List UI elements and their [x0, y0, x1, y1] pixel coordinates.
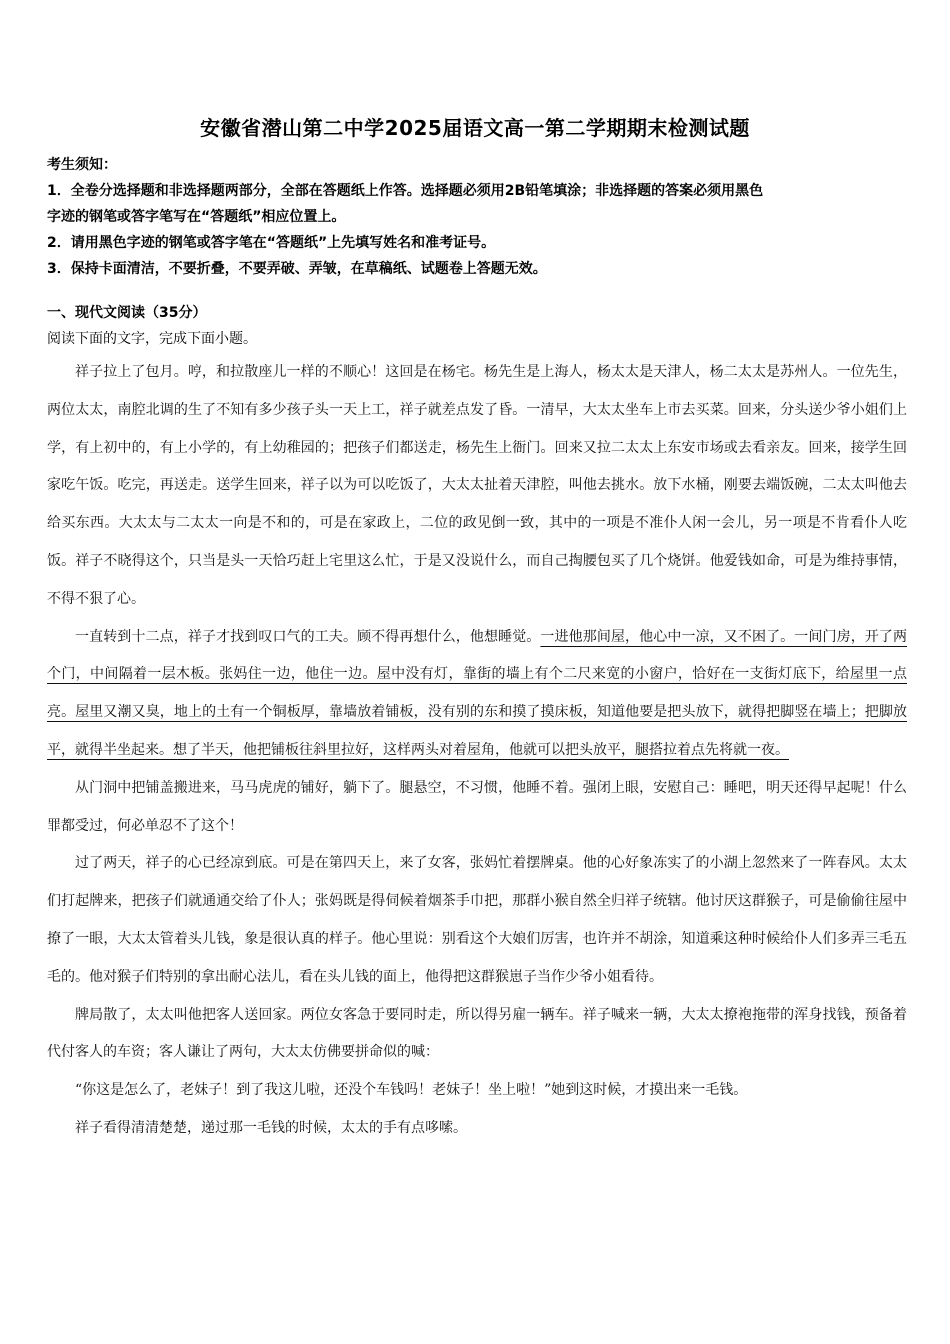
passage-paragraph: 牌局散了，太太叫他把客人送回家。两位女客急于要同时走，所以得另雇一辆车。祥子喊来一辆，大太太撩袍拖带的浑身找钱，预备着代付客人的车资；客人谦让了两句，大太太仿佛要拼命似的喊：: [47, 1006, 907, 1061]
notice-heading: 考生须知：: [47, 157, 117, 173]
notice-item: 3．保持卡面清洁，不要折叠，不要弄破、弄皱，在草稿纸、试题卷上答题无效。: [47, 261, 547, 277]
passage-paragraph: 祥子拉上了包月。哼，和拉散座儿一样的不顺心！这回是在杨宅。杨先生是上海人，杨太太是天津人，杨二太太是苏州人。一位先生，两位太太，南腔北调的生了不知有多少孩子头一天上工，祥子就差点发了昏。一清早，大太太坐车上市去买菜。回来，分头送少爷小姐们上学，有上初中的，有上小学的，有上幼稚园的；把孩子们都送走，杨先生上衙门。回来又拉二太太上东安市场或去看亲友。回来，接学生回家吃午饭。吃完，再送走。送学生回来，祥子以为可以吃饭了，大太太扯着天津腔，叫他去挑水。放下水桶，刚要去端饭碗，二太太叫他去给买东西。大太太与二太太一向是不和的，可是在家政上，二位的政见倒一致，其中的一项是不准仆人闲一会儿，另一项是不肯看仆人吃饭。祥子不晓得这个，只当是头一天恰巧赶上宅里这么忙，于是又没说什么，而自己掏腰包买了几个烧饼。他爱钱如命，可是为维持事情，不得不狠了心。: [47, 364, 907, 607]
passage-paragraph: “你这是怎么了，老妹子！到了我这儿啦，还没个车钱吗！老妹子！坐上啦！”她到这时候，才摸出来一毛钱。: [75, 1082, 748, 1099]
passage-text: 一直转到十二点，祥子才找到叹口气的工夫。顾不得再想什么，他想睡觉。: [75, 628, 541, 645]
candidate-notice: [47, 152, 907, 282]
passage-paragraph: 过了两天，祥子的心已经凉到底。可是在第四天上，来了女客，张妈忙着摆牌桌。他的心好象冻实了的小湖上忽然来了一阵春风。太太们打起牌来，把孩子们就通通交给了仆人；张妈既是得伺候着烟茶手巾把，那群小猴自然全归祥子统辖。他讨厌这群猴子，可是偷偷往屋中撩了一眼，大太太管着头儿钱，象是很认真的样子。他心里说：别看这个大娘们厉害，也许并不胡涂，知道乘这种时候给仆人们多弄三毛五毛的。他对猴子们特别的拿出耐心法儿，看在头儿钱的面上，他得把这群猴崽子当作少爷小姐看待。: [47, 855, 907, 985]
notice-item: 1．全卷分选择题和非选择题两部分，全部在答题纸上作答。选择题必须用2B铅笔填涂；非选择题的答案必须用黑色: [47, 183, 764, 199]
section-header: [47, 300, 907, 352]
notice-item: 2．请用黑色字迹的钢笔或答字笔在“答题纸”上先填写姓名和准考证号。: [47, 235, 496, 251]
passage-paragraph: 从门洞中把铺盖搬进来，马马虎虎的铺好，躺下了。腿悬空，不习惯，他睡不着。强闭上眼，安慰自己：睡吧，明天还得早起呢！什么罪都受过，何必单忍不了这个！: [47, 779, 907, 834]
page-title: 安徽省潜山第二中学2025届语文高一第二学期期末检测试题: [200, 116, 750, 140]
reading-passage: [47, 354, 907, 1148]
underlined-passage: 一进他那间屋，他心中一凉，又不困了。一间门房，开了两个门，中间隔着一层木板。张妈住一边，他住一边。屋中没有灯，靠街的墙上有个二尺来宽的小窗户，恰好在一支街灯底下，给屋里一点亮。屋里又潮又臭，地上的土有一个铜板厚，靠墙放着铺板，没有别的东和摸了摸床板，知道他要是把头放下，就得把脚竖在墙上；把脚放平，就得半坐起来。想了半天，他把铺板往斜里拉好，这样两头对着屋角，他就可以把头放平，腿搭拉着点先将就一夜。: [47, 628, 908, 758]
section-heading: 一、现代文阅读（35分）: [47, 305, 207, 321]
section-instruction: 阅读下面的文字，完成下面小题。: [47, 331, 257, 347]
passage-paragraph: [47, 619, 907, 770]
passage-paragraph: 祥子看得清清楚楚，递过那一毛钱的时候，太太的手有点哆嗦。: [75, 1119, 467, 1136]
notice-item: 字迹的钢笔或答字笔写在“答题纸”相应位置上。: [47, 209, 346, 225]
